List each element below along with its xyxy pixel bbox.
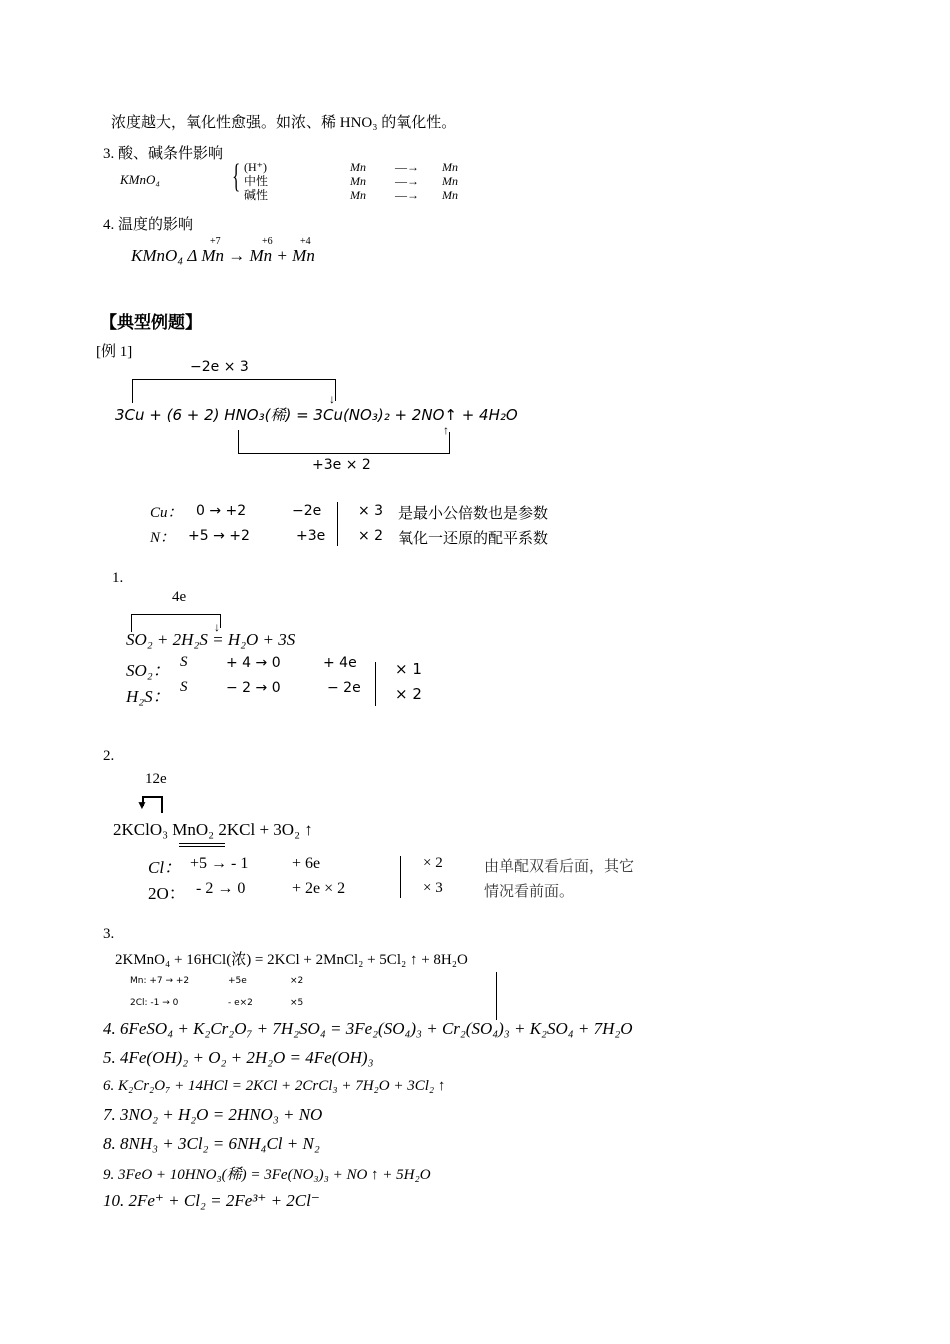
equation-8: 8. 8NH₃ + 3Cl₂ = 6NH₄Cl + N₂: [103, 1134, 320, 1153]
ex3-row1-mult: ×2: [290, 976, 304, 986]
top-bracket-left: [132, 379, 133, 403]
ex2-row1-note: 由单配双看后面，其它: [484, 859, 635, 875]
exercise-2-arrow-label: 12e: [145, 771, 167, 787]
condition-column: [244, 160, 268, 202]
exercise-1-arrow: ↓: [214, 620, 220, 634]
row-n-e: +3e: [296, 528, 326, 544]
row-n-mult: × 2: [358, 528, 384, 544]
exercise-2-eq-line-1: [179, 843, 225, 844]
exercise-2-arrow-head: ▼: [136, 798, 148, 812]
example-1-label: [例 1]: [96, 344, 133, 360]
ex1-row2-change: − 2 → 0: [226, 680, 281, 696]
top-bracket-right: [335, 379, 336, 401]
top-bracket-h: [132, 379, 336, 380]
ex1-row1-change: + 4 → 0: [226, 655, 281, 671]
equation-9: 9. 3FeO + 10HNO₃(稀) = 3Fe(NO₃)₃ + NO ↑ + 5H₂O: [103, 1167, 431, 1183]
ex1-row1-s: S: [180, 654, 188, 670]
exercise-1-bracket-right: [220, 614, 221, 628]
cond-row-neutral: 中性: [244, 174, 269, 188]
from-mn-3: Mn: [350, 188, 366, 202]
cond-row-base: 碱性: [244, 188, 269, 202]
ex1-row2-s: S: [180, 679, 188, 695]
exercise-1-equation: SO₂ + 2H₂S = H₂O + 3S: [126, 630, 296, 649]
exercise-3-vertical-line: [496, 972, 497, 1020]
ex2-row1-mult: × 2: [423, 855, 443, 871]
equation-6: 6. K₂Cr₂O₇ + 14HCl = 2KCl + 2CrCl₃ + 7H₂O + 3Cl₂ ↑: [103, 1078, 446, 1094]
exercise-3-number: 3.: [103, 926, 115, 942]
equation-5: 5. 4Fe(OH)₂ + O₂ + 2H₂O = 4Fe(OH)₃: [103, 1048, 374, 1067]
equation-7: 7. 3NO₂ + H₂O = 2HNO₃ + NO: [103, 1105, 323, 1124]
intro-line: 浓度越大，氧化性愈强。如浓、稀 HNO₃ 的氧化性。: [111, 115, 457, 131]
to-mn-3: Mn: [442, 188, 458, 202]
item-4-title: 4. 温度的影响: [103, 217, 194, 233]
row-cu-change: 0 → +2: [196, 503, 247, 519]
ex1-row1-e: + 4e: [323, 655, 357, 671]
ex1-row1-mult: × 1: [395, 660, 422, 678]
ex2-row2-mult: × 3: [423, 880, 443, 896]
exercise-2-eq-line-2: [179, 846, 225, 847]
bottom-bracket-right: [449, 432, 450, 454]
bottom-bracket-h: [238, 453, 450, 454]
exercise-1-bracket-h: [131, 614, 221, 615]
example-1-divider: [337, 502, 338, 546]
left-brace: {: [232, 158, 241, 195]
to-mn-2: Mn: [442, 174, 458, 188]
ex3-row1-e: +5e: [228, 976, 247, 986]
exercise-1-divider: [375, 662, 376, 706]
row-cu-e: −2e: [292, 503, 322, 519]
ox-state-plus6: +6: [262, 236, 273, 247]
row-n-el: N：: [150, 530, 176, 546]
ex1-row2-e: − 2e: [327, 680, 361, 696]
ox-state-plus7: +7: [210, 236, 221, 247]
from-mn-2: Mn: [350, 174, 366, 188]
exercise-3-equation: 2KMnO₄ + 16HCl(浓) = 2KCl + 2MnCl₂ + 5Cl₂ ↑ + 8H₂O: [115, 952, 468, 968]
example-1-top-label: −2e × 3: [190, 359, 249, 375]
ex1-row2-el: H₂S：: [126, 687, 170, 706]
example-1-bottom-label: +3e × 2: [312, 457, 371, 473]
equation-10: 10. 2Fe⁺ + Cl₂ = 2Fe³⁺ + 2Cl⁻: [103, 1191, 320, 1210]
ex1-row2-mult: × 2: [395, 685, 422, 703]
ex1-row1-el: SO₂：: [126, 661, 170, 680]
row-n-change: +5 → +2: [188, 528, 250, 544]
to-column: [442, 160, 458, 202]
ex3-row2-el: 2Cl: -1 → 0: [130, 998, 179, 1008]
from-column: [350, 160, 366, 202]
ex3-row2-mult: ×5: [290, 998, 304, 1008]
exercise-2-equation: 2KClO₃ MnO₂ 2KCl + 3O₂ ↑: [113, 820, 313, 839]
row-cu-el: Cu：: [150, 505, 183, 521]
top-bracket-arrow: ↓: [329, 392, 335, 406]
exercise-2-arrow-right: [161, 796, 163, 813]
ex2-row1-el: Cl：: [148, 858, 182, 877]
ex2-row2-change: - 2 → 0: [196, 880, 246, 897]
exercise-2-divider: [400, 856, 401, 898]
item-3-title: 3. 酸、碱条件影响: [103, 146, 224, 162]
ex3-row2-e: - e×2: [228, 998, 253, 1008]
bottom-bracket-arrow: ↑: [443, 423, 449, 437]
row-cu-mult: × 3: [358, 503, 384, 519]
from-mn-1: Mn: [350, 160, 366, 174]
example-1-equation: 3Cu + (6 + 2) HNO₃(稀) = 3Cu(NO₃)₂ + 2NO↑ + 4H₂O: [115, 406, 518, 424]
cond-row-acid: (H⁺): [244, 160, 267, 174]
exercise-1-arrow-label: 4e: [172, 589, 187, 605]
ex2-row1-change: +5 → - 1: [190, 855, 249, 872]
kmno4-label: KMnO₄: [120, 172, 160, 187]
ex2-row2-note: 情况看前面。: [484, 884, 575, 900]
row-cu-note: 是最小公倍数也是参数: [398, 504, 549, 522]
ex3-row1-el: Mn: +7 → +2: [130, 976, 190, 986]
to-mn-1: Mn: [442, 160, 458, 174]
arrow-column: —→ —→ —→: [395, 160, 419, 202]
ex2-row2-e: + 2e × 2: [292, 880, 346, 897]
temperature-equation: KMnO₄ Δ Mn → Mn + Mn: [131, 246, 315, 265]
exercise-2-number: 2.: [103, 748, 115, 764]
ex2-row1-e: + 6e: [292, 855, 321, 872]
bottom-bracket-left: [238, 430, 239, 454]
row-n-note: 氧化一还原的配平系数: [398, 529, 549, 547]
exercise-1-number: 1.: [112, 570, 124, 586]
ox-state-plus4: +4: [300, 236, 311, 247]
ex2-row2-el: 2O：: [148, 884, 186, 903]
equation-4: 4. 6FeSO₄ + K₂Cr₂O₇ + 7H₂SO₄ = 3Fe₂(SO₄)₃ + Cr₂(SO₄)₃ + K₂SO₄ + 7H₂O: [103, 1019, 633, 1038]
section-title: 【典型例题】: [100, 313, 202, 332]
